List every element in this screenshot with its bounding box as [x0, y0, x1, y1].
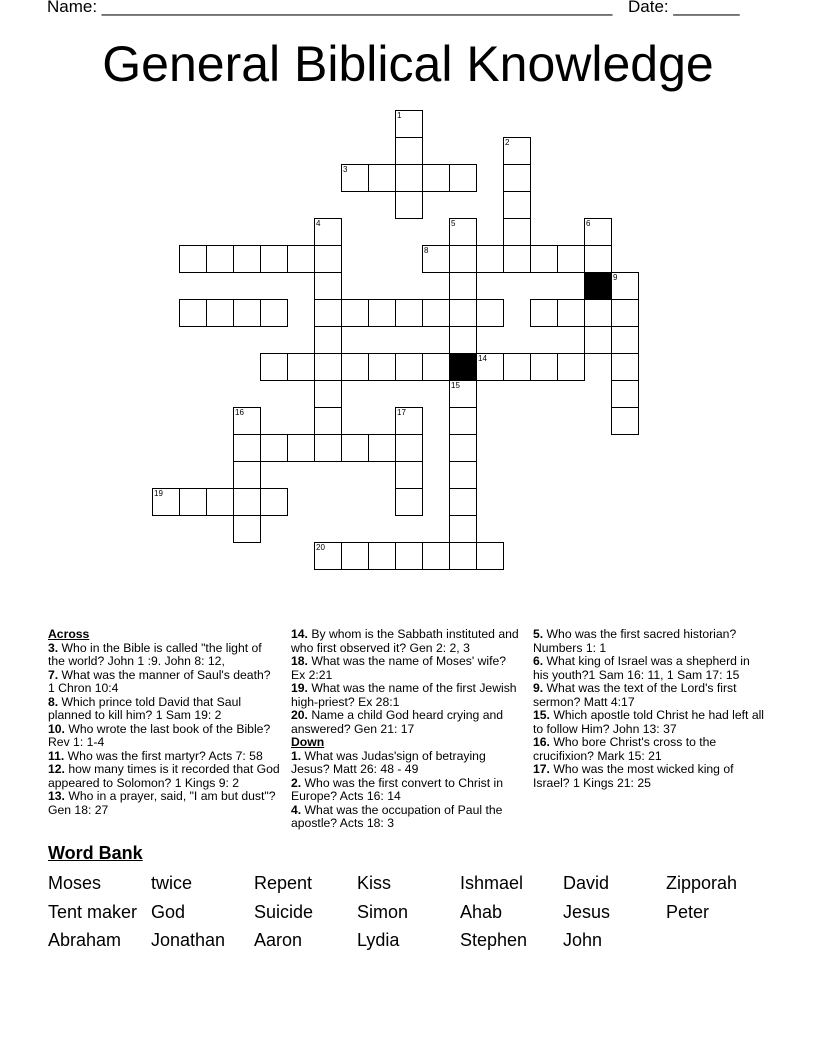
word-bank-word: Lydia — [357, 930, 400, 950]
clue-item-text: Name a child God heard crying and answered? Gen 21: 17 — [291, 708, 504, 736]
grid-cell[interactable] — [476, 542, 504, 570]
word-bank-word: twice — [151, 873, 193, 893]
grid-cell[interactable] — [476, 299, 504, 327]
grid-cell[interactable] — [584, 299, 612, 327]
grid-cell[interactable] — [557, 245, 585, 273]
clue-number: 16 — [235, 408, 244, 417]
clue-item-text: Who wrote the last book of the Bible? Rev 1: 1-4 — [48, 721, 271, 749]
clue-item — [291, 682, 523, 709]
grid-cell[interactable] — [314, 353, 342, 381]
grid-cell[interactable] — [503, 218, 531, 246]
clue-number: 4 — [316, 219, 321, 228]
grid-cell[interactable] — [368, 299, 396, 327]
clue-item-number: 18. — [291, 654, 308, 668]
clue-item-number: 16. — [533, 735, 550, 749]
clue-number: 17 — [397, 408, 406, 417]
grid-cell[interactable] — [368, 542, 396, 570]
clue-item-number: 20. — [291, 708, 308, 722]
grid-cell[interactable] — [449, 299, 477, 327]
clue-item-text: Who was the first sacred historian? Numbers 1: 1 — [533, 627, 737, 655]
grid-cell[interactable] — [233, 407, 261, 435]
clue-number: 8 — [424, 246, 429, 255]
clue-item-text: Who was the first martyr? Acts 7: 58 — [64, 748, 263, 763]
word-bank-word: Stephen — [460, 930, 528, 950]
grid-cell[interactable] — [287, 434, 315, 462]
grid-cell[interactable] — [179, 488, 207, 516]
clue-item-number: 5. — [533, 627, 544, 641]
clue-column-2 — [291, 628, 523, 831]
grid-cell[interactable] — [314, 380, 342, 408]
word-bank-word: John — [563, 930, 603, 950]
grid-cell[interactable] — [233, 461, 261, 489]
grid-cell[interactable] — [395, 434, 423, 462]
clue-item-number: 6. — [533, 654, 544, 668]
clue-item — [48, 750, 280, 764]
grid-cell[interactable] — [395, 353, 423, 381]
grid-cell[interactable] — [449, 380, 477, 408]
clue-item-text: Who in the Bible is called "the light of the world? John 1 :9. John 8: 12, — [48, 640, 262, 668]
word-bank-word: God — [151, 901, 186, 922]
grid-cell[interactable] — [557, 299, 585, 327]
grid-cell[interactable] — [503, 137, 531, 165]
black-cell — [449, 353, 477, 381]
grid-cell[interactable] — [395, 137, 423, 165]
word-bank-word: Abraham — [48, 930, 122, 950]
word-bank-title: Word Bank — [48, 843, 143, 863]
clue-item-text: What was the occupation of Paul the apostle? Acts 18: 3 — [291, 802, 503, 830]
grid-cell[interactable] — [341, 434, 369, 462]
grid-cell[interactable] — [260, 353, 288, 381]
clue-item — [48, 669, 280, 696]
grid-cell[interactable] — [206, 245, 234, 273]
grid-cell[interactable] — [503, 164, 531, 192]
grid-cell[interactable] — [530, 245, 558, 273]
clue-item — [533, 763, 765, 790]
clue-item-number: 7. — [48, 667, 59, 682]
clue-item — [48, 723, 280, 750]
grid-cell[interactable] — [449, 461, 477, 489]
grid-cell[interactable] — [449, 488, 477, 516]
grid-cell[interactable] — [206, 299, 234, 327]
word-bank-word: Moses — [48, 873, 102, 893]
grid-cell[interactable] — [233, 434, 261, 462]
clue-number: 15 — [451, 381, 460, 390]
grid-cell[interactable] — [260, 488, 288, 516]
date-field-label: Date: _______ — [628, 0, 740, 16]
clue-number: 3 — [343, 165, 348, 174]
grid-cell[interactable] — [368, 164, 396, 192]
grid-cell[interactable] — [584, 218, 612, 246]
grid-cell[interactable] — [341, 353, 369, 381]
clue-item-text: What was Judas'sign of betraying Jesus? Matt 26: 48 - 49 — [291, 748, 486, 776]
grid-cell[interactable] — [260, 434, 288, 462]
clue-number: 1 — [397, 111, 402, 120]
grid-cell[interactable] — [449, 542, 477, 570]
grid-cell[interactable] — [287, 245, 315, 273]
grid-cell[interactable] — [287, 353, 315, 381]
clue-item — [48, 763, 280, 790]
grid-cell[interactable] — [314, 407, 342, 435]
clue-item-text: What king of Israel was a shepherd in his youth?1 Sam 16: 11, 1 Sam 17: 15 — [533, 654, 750, 682]
grid-cell[interactable] — [449, 326, 477, 354]
clue-item — [291, 655, 523, 682]
word-bank-word: Repent — [254, 873, 313, 893]
word-bank-word: Simon — [357, 901, 409, 922]
clue-item-text: Which apostle told Christ he had left all to follow Him? John 13: 37 — [533, 708, 765, 736]
grid-cell[interactable] — [233, 245, 261, 273]
word-bank-word: Peter — [666, 901, 710, 922]
clue-item-text: What was the text of the Lord's first sermon? Matt 4:17 — [533, 681, 737, 709]
grid-cell[interactable] — [152, 488, 180, 516]
grid-cell[interactable] — [314, 218, 342, 246]
grid-cell[interactable] — [179, 245, 207, 273]
clue-item-text: Who was the most wicked king of Israel? 1 Kings 21: 25 — [533, 762, 734, 790]
word-bank-word: Suicide — [254, 901, 314, 922]
clue-item-number: 10. — [48, 721, 65, 736]
clue-number: 9 — [613, 273, 618, 282]
page-title: General Biblical Knowledge — [102, 36, 714, 92]
clue-item — [291, 750, 523, 777]
grid-cell[interactable] — [206, 488, 234, 516]
grid-cell[interactable] — [584, 326, 612, 354]
grid-cell[interactable] — [395, 461, 423, 489]
clue-item-number: 3. — [48, 640, 59, 655]
clue-item-number: 9. — [533, 681, 544, 695]
clue-item-text: What was the name of Moses' wife? Ex 2:21 — [291, 654, 507, 682]
grid-cell[interactable] — [611, 272, 639, 300]
clue-item-number: 15. — [533, 708, 550, 722]
clue-column-1 — [48, 628, 280, 817]
word-bank-word: Jonathan — [151, 930, 226, 950]
grid-cell[interactable] — [449, 218, 477, 246]
clue-item-text: Who was the first convert to Christ in Europe? Acts 16: 14 — [291, 775, 504, 803]
down-heading: Down — [291, 735, 325, 749]
word-bank-word: Aaron — [254, 930, 303, 950]
clue-item — [291, 777, 523, 804]
clue-number: 5 — [451, 219, 456, 228]
clue-item — [291, 804, 523, 831]
clue-item — [533, 628, 765, 655]
clue-number: 2 — [505, 138, 510, 147]
clue-item-number: 19. — [291, 681, 308, 695]
grid-cell[interactable] — [422, 542, 450, 570]
grid-cell[interactable] — [422, 299, 450, 327]
clue-item — [48, 642, 280, 669]
clue-item — [533, 655, 765, 682]
grid-cell[interactable] — [449, 515, 477, 543]
clue-item — [48, 790, 280, 817]
grid-cell[interactable] — [449, 245, 477, 273]
clue-item-text: Who bore Christ's cross to the crucifixion? Mark 15: 21 — [533, 735, 717, 763]
grid-cell[interactable] — [449, 434, 477, 462]
grid-cell[interactable] — [449, 272, 477, 300]
clue-item — [291, 628, 523, 655]
clue-item — [291, 709, 523, 736]
grid-cell[interactable] — [233, 515, 261, 543]
grid-cell[interactable] — [233, 488, 261, 516]
grid-cell[interactable] — [314, 299, 342, 327]
word-bank-word: Zipporah — [666, 873, 738, 893]
word-bank-word: Ahab — [460, 901, 503, 922]
clue-item-number: 1. — [291, 748, 302, 763]
grid-cell[interactable] — [422, 164, 450, 192]
grid-cell[interactable] — [476, 353, 504, 381]
clue-item — [533, 709, 765, 736]
grid-cell[interactable] — [503, 353, 531, 381]
grid-cell[interactable] — [395, 407, 423, 435]
clue-item — [533, 682, 765, 709]
grid-cell[interactable] — [611, 299, 639, 327]
clue-item-number: 13. — [48, 789, 65, 803]
grid-cell[interactable] — [260, 245, 288, 273]
grid-cell[interactable] — [260, 299, 288, 327]
clue-column-3 — [533, 628, 765, 790]
clue-item-text: What was the manner of Saul's death? 1 Chron 10:4 — [48, 667, 271, 695]
grid-cell[interactable] — [395, 164, 423, 192]
grid-cell[interactable] — [395, 488, 423, 516]
clue-item-number: 17. — [533, 762, 550, 776]
clue-item-number: 14. — [291, 627, 308, 641]
grid-cell[interactable] — [341, 299, 369, 327]
grid-cell[interactable] — [503, 245, 531, 273]
clue-item-text: how many times is it recorded that God appeared to Solomon? 1 Kings 9: 2 — [48, 762, 280, 790]
grid-cell[interactable] — [341, 164, 369, 192]
clue-item-text: Who in a prayer, said, "I am but dust"? Gen 18: 27 — [48, 789, 276, 817]
grid-cell[interactable] — [476, 245, 504, 273]
clue-number: 14 — [478, 354, 487, 363]
grid-cell[interactable] — [314, 272, 342, 300]
grid-cell[interactable] — [584, 245, 612, 273]
word-bank-word: Tent maker — [48, 901, 138, 922]
grid-cell[interactable] — [233, 299, 261, 327]
grid-cell[interactable] — [395, 110, 423, 138]
grid-cell[interactable] — [368, 434, 396, 462]
black-cell — [584, 272, 612, 300]
clue-item-number: 8. — [48, 694, 59, 709]
grid-cell[interactable] — [611, 380, 639, 408]
grid-cell[interactable] — [395, 191, 423, 219]
grid-cell[interactable] — [368, 353, 396, 381]
across-heading: Across — [48, 627, 90, 641]
grid-cell[interactable] — [314, 326, 342, 354]
grid-cell[interactable] — [611, 353, 639, 381]
grid-cell[interactable] — [422, 353, 450, 381]
grid-cell[interactable] — [314, 542, 342, 570]
clue-item-text: By whom is the Sabbath instituted and who first observed it? Gen 2: 2, 3 — [291, 627, 519, 655]
clue-item-text: Which prince told David that Saul planned to kill him? 1 Sam 19: 2 — [48, 694, 242, 722]
clue-item-number: 12. — [48, 762, 65, 776]
clue-number: 19 — [154, 489, 163, 498]
name-field-label: Name: ______________________________________________________ — [47, 0, 613, 16]
grid-cell[interactable] — [530, 353, 558, 381]
grid-cell[interactable] — [314, 245, 342, 273]
word-bank-word: Kiss — [357, 873, 392, 893]
clue-number: 20 — [316, 543, 325, 552]
word-bank-word: Ishmael — [460, 873, 524, 893]
clue-item-number: 4. — [291, 802, 302, 817]
grid-cell[interactable] — [611, 326, 639, 354]
grid-cell[interactable] — [449, 164, 477, 192]
grid-cell[interactable] — [422, 245, 450, 273]
grid-cell[interactable] — [179, 299, 207, 327]
grid-cell[interactable] — [395, 299, 423, 327]
clue-item-text: What was the name of the first Jewish high-priest? Ex 28:1 — [291, 681, 517, 709]
grid-cell[interactable] — [557, 353, 585, 381]
grid-cell[interactable] — [449, 407, 477, 435]
clue-item-number: 11. — [48, 748, 65, 763]
clue-item — [533, 736, 765, 763]
word-bank-word: Jesus — [563, 901, 611, 922]
grid-cell[interactable] — [530, 299, 558, 327]
grid-cell[interactable] — [341, 542, 369, 570]
clue-item-number: 2. — [291, 775, 302, 790]
clue-item — [48, 696, 280, 723]
grid-cell[interactable] — [503, 191, 531, 219]
grid-cell[interactable] — [314, 434, 342, 462]
grid-cell[interactable] — [395, 542, 423, 570]
grid-cell[interactable] — [611, 407, 639, 435]
clue-number: 6 — [586, 219, 591, 228]
word-bank-word: David — [563, 873, 610, 893]
